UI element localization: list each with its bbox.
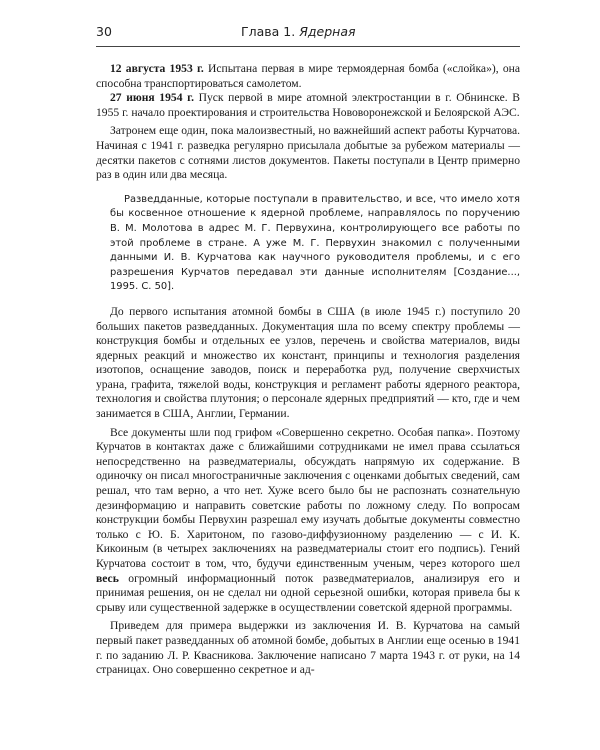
paragraph-text: Все документы шли под грифом «Совершенно секретно. Особая папка». Поэтому Курчатов в контактах даже с ближайшими сотрудниками не имел права ссылаться непосредственно на разведматериалы, обсуждать напрямую их содержание. В одиночку он писал многостраничные заключения с оценками добытых сведений, сам решал, что там верно, а что нет. Хуже всего было бы не распознать сознательную дезинформацию и направить советские работы по ложному следу. По вопросам конструкции бомбы Первухин разрешал ему изучать добытые документы совместно только с Ю. Б. Харитоном, по газово-диффузионному разделению — с И. К. Кикоиным (в четырех заключениях на разведматериалы стоит его подпись). Гений Курчатова состоит в том, что, будучи единственным ученым, через которого шел xyxy=(96,425,520,570)
entry-date: 12 августа 1953 г. xyxy=(110,62,204,75)
paragraph-text: огромный информационный поток разведматериалов, анализируя его и принимая решения, он не сделал ни одной серьезной ошибки, которая привела бы к срыву или существенной задержке в осуществлении советской ядерной программы. xyxy=(96,571,520,614)
entry-text: Испытана первая в мире термоядерная бомба («слойка»), она способна транспортироваться самолетом. xyxy=(96,62,520,90)
page-number: 30 xyxy=(96,24,112,39)
paragraph: Затронем еще один, пока малоизвестный, но важнейший аспект работы Курчатова. Начиная с 1941 г. разведка регулярно присылала добытые за рубежом материалы — десятки пакетов с сотнями листов документов. Пакеты поступали в Центр примерно раз в один или два месяца. xyxy=(96,124,520,182)
timeline-entry xyxy=(96,91,520,120)
chapter-title: Ядерная xyxy=(299,24,356,39)
chapter-heading xyxy=(241,24,356,39)
block-quote: Разведданные, которые поступали в правительство, и все, что имело хотя бы косвенное отношение к ядерной проблеме, направлялось по поручению В. М. Молотова в адрес М. Г. Первухина, контролирующего все работы по этой проблеме в стране. А уже М. Г. Первухин знакомил с полученными данными И. В. Курчатова как научного руководителя проблемы, и с его разрешения Курчатов передавал эти данные исполнителям [Создание..., 1995. С. 50]. xyxy=(110,193,520,293)
emphasis: весь xyxy=(96,571,119,585)
chapter-label: Глава 1. xyxy=(241,24,296,39)
paragraph xyxy=(96,426,520,616)
paragraph: Приведем для примера выдержки из заключения И. В. Курчатова на самый первый пакет разведданных об атомной бомбе, добытых в Англии еще осенью в 1941 г. по заданию Л. Р. Квасникова. Заключение написано 7 марта 1943 г. от руки, на 14 страницах. Оно совершенно секретное и ад- xyxy=(96,619,520,677)
entry-text: Пуск первой в мире атомной электростанции в г. Обнинске. В 1955 г. начало проектирования и строительства Нововоронежской и Белоярской АЭС. xyxy=(96,91,520,119)
page-body xyxy=(96,62,520,682)
timeline-entry xyxy=(96,62,520,91)
running-header xyxy=(96,22,520,47)
entry-date: 27 июня 1954 г. xyxy=(110,91,194,105)
paragraph: До первого испытания атомной бомбы в США (в июле 1945 г.) поступило 20 больших пакетов разведданных. Документация шла по всему спектру проблемы — конструкция бомбы и отдельных ее узлов, перечень и свойства материалов, виды ядерных реакций и множество их констант, принципы и технология разделения изотопов, оснащение заводов, поиск и переработка руд, получение сверхчистых урана, графита, тяжелой воды, конструкция и регламент работы ядерного реактора, технология и свойства плутония; о персонале ядерных предприятий — кто, где и чем занимается в США, Англии, Германии. xyxy=(96,304,520,421)
